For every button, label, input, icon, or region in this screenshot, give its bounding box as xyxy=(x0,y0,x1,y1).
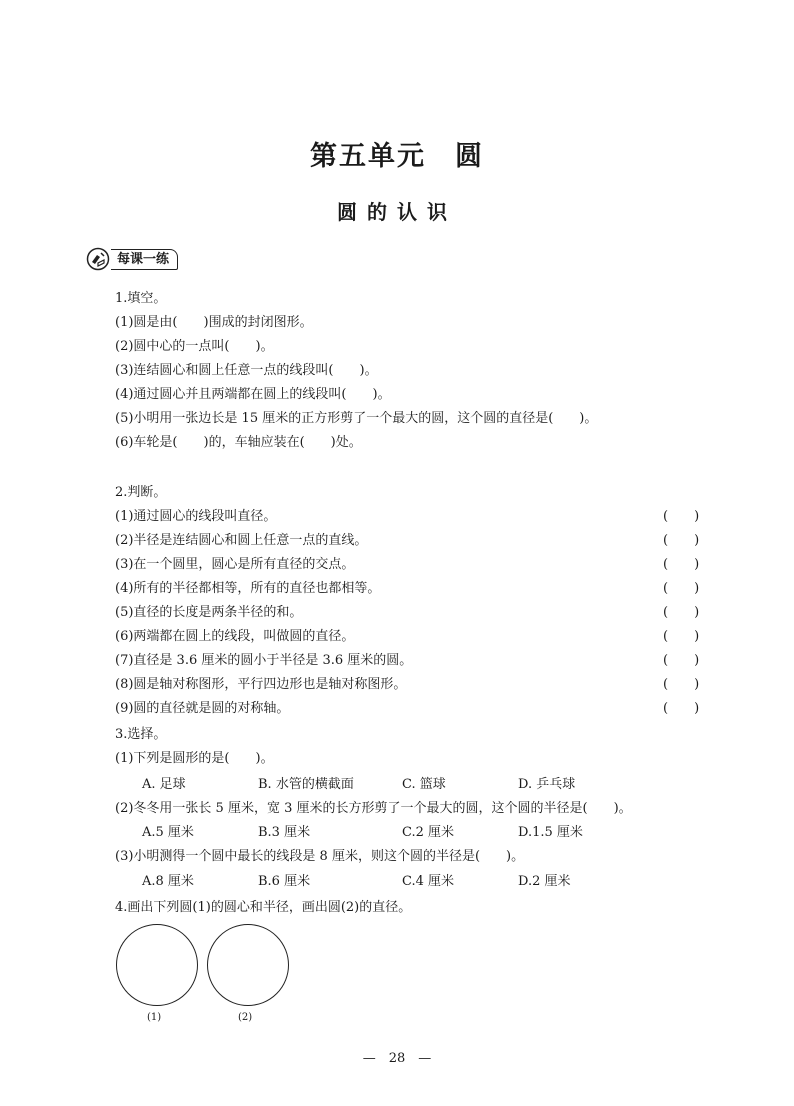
q1-item-text: (1)圆是由( xyxy=(115,315,178,330)
q1-item xyxy=(115,434,362,452)
choice-option: C. 篮球 xyxy=(402,777,446,792)
judge-answer-box xyxy=(663,556,699,574)
q4-title: 4.画出下列圆(1)的圆心和半径，画出圆(2)的直径。 xyxy=(115,900,412,915)
q1-item xyxy=(115,314,313,332)
choice-question-text: )。 xyxy=(613,801,632,816)
paren-close: ) xyxy=(694,581,700,596)
q1-item-text: )。 xyxy=(255,339,274,354)
choice-question xyxy=(115,750,274,768)
choice-option: D. 乒乓球 xyxy=(518,777,576,792)
paren-close: ) xyxy=(694,629,700,644)
paren-open: ( xyxy=(663,557,669,572)
q1-title: 1.填空。 xyxy=(115,291,167,306)
judge-answer-box xyxy=(663,580,699,598)
paren-open: ( xyxy=(663,605,669,620)
paren-open: ( xyxy=(663,653,669,668)
q1-item-text: )。 xyxy=(372,387,391,402)
choice-option: B. 水管的横截面 xyxy=(258,777,354,792)
q1-item-text: )的，车轴应装在( xyxy=(203,435,305,450)
choice-question-text: (3)小明测得一个圆中最长的线段是 8 厘米，则这个圆的半径是( xyxy=(115,849,481,864)
choice-question-text: )。 xyxy=(255,751,274,766)
judge-answer-box xyxy=(663,508,699,526)
choice-option: A.8 厘米 xyxy=(142,874,194,889)
choice-option: A. 足球 xyxy=(142,777,186,792)
q1-item-text: (4)通过圆心并且两端都在圆上的线段叫( xyxy=(115,387,347,402)
paren-open: ( xyxy=(663,629,669,644)
q1-item-text: (3)连结圆心和圆上任意一点的线段叫( xyxy=(115,363,334,378)
choice-option: B.6 厘米 xyxy=(258,874,311,889)
paren-close: ) xyxy=(694,677,700,692)
choice-question-text: (1)下列是圆形的是( xyxy=(115,751,230,766)
choice-option: A.5 厘米 xyxy=(142,825,194,840)
q1-item-text: )处。 xyxy=(330,435,362,450)
unit-title: 第五单元 圆 xyxy=(310,141,484,172)
judge-answer-box xyxy=(663,676,699,694)
paren-open: ( xyxy=(663,701,669,716)
paren-close: ) xyxy=(694,653,700,668)
judge-statement: (2)半径是连结圆心和圆上任意一点的直线。 xyxy=(115,533,368,548)
judge-statement: (9)圆的直径就是圆的对称轴。 xyxy=(115,701,290,716)
paren-open: ( xyxy=(663,533,669,548)
lesson-title: 圆的认识 xyxy=(337,200,457,224)
paren-open: ( xyxy=(663,677,669,692)
judge-answer-box xyxy=(663,628,699,646)
paren-close: ) xyxy=(694,557,700,572)
q1-item xyxy=(115,362,378,380)
q1-item xyxy=(115,338,274,356)
circle-2-label: (2) xyxy=(238,1012,253,1023)
paren-close: ) xyxy=(694,533,700,548)
paren-close: ) xyxy=(694,605,700,620)
paren-open: ( xyxy=(663,581,669,596)
choice-question-text: )。 xyxy=(506,849,525,864)
choice-option: C.2 厘米 xyxy=(402,825,455,840)
choice-question xyxy=(115,800,632,818)
choice-option: D.1.5 厘米 xyxy=(518,825,583,840)
choice-question xyxy=(115,848,524,866)
q1-item-text: (2)圆中心的一点叫( xyxy=(115,339,230,354)
judge-statement: (6)两端都在圆上的线段，叫做圆的直径。 xyxy=(115,629,355,644)
section-badge xyxy=(86,247,178,271)
judge-answer-box xyxy=(663,604,699,622)
q2-title: 2.判断。 xyxy=(115,485,167,500)
circle-1 xyxy=(116,924,198,1006)
circle-2 xyxy=(207,924,289,1006)
choice-question-text: (2)冬冬用一张长 5 厘米，宽 3 厘米的长方形剪了一个最大的圆，这个圆的半径是( xyxy=(115,801,588,816)
pencil-book-icon xyxy=(86,247,110,271)
q1-item xyxy=(115,410,597,428)
judge-answer-box xyxy=(663,652,699,670)
paren-close: ) xyxy=(694,701,700,716)
judge-statement: (7)直径是 3.6 厘米的圆小于半径是 3.6 厘米的圆。 xyxy=(115,653,413,668)
judge-answer-box xyxy=(663,700,699,718)
q1-item-text: )。 xyxy=(579,411,598,426)
q1-item xyxy=(115,386,391,404)
q1-item-text: (6)车轮是( xyxy=(115,435,178,450)
badge-label: 每课一练 xyxy=(111,249,178,270)
paren-open: ( xyxy=(663,509,669,524)
judge-statement: (3)在一个圆里，圆心是所有直径的交点。 xyxy=(115,557,355,572)
judge-statement: (4)所有的半径都相等，所有的直径也都相等。 xyxy=(115,581,381,596)
q1-item-text: )围成的封闭图形。 xyxy=(203,315,313,330)
q1-item-text: (5)小明用一张边长是 15 厘米的正方形剪了一个最大的圆，这个圆的直径是( xyxy=(115,411,554,426)
q1-item-text: )。 xyxy=(359,363,378,378)
judge-answer-box xyxy=(663,532,699,550)
judge-statement: (8)圆是轴对称图形，平行四边形也是轴对称图形。 xyxy=(115,677,407,692)
judge-statement: (5)直径的长度是两条半径的和。 xyxy=(115,605,303,620)
page-number: — 28 — xyxy=(362,1051,432,1066)
circle-1-label: (1) xyxy=(147,1012,162,1023)
paren-close: ) xyxy=(694,509,700,524)
q3-title: 3.选择。 xyxy=(115,727,167,742)
judge-statement: (1)通过圆心的线段叫直径。 xyxy=(115,509,277,524)
choice-option: C.4 厘米 xyxy=(402,874,455,889)
choice-option: B.3 厘米 xyxy=(258,825,311,840)
choice-option: D.2 厘米 xyxy=(518,874,571,889)
